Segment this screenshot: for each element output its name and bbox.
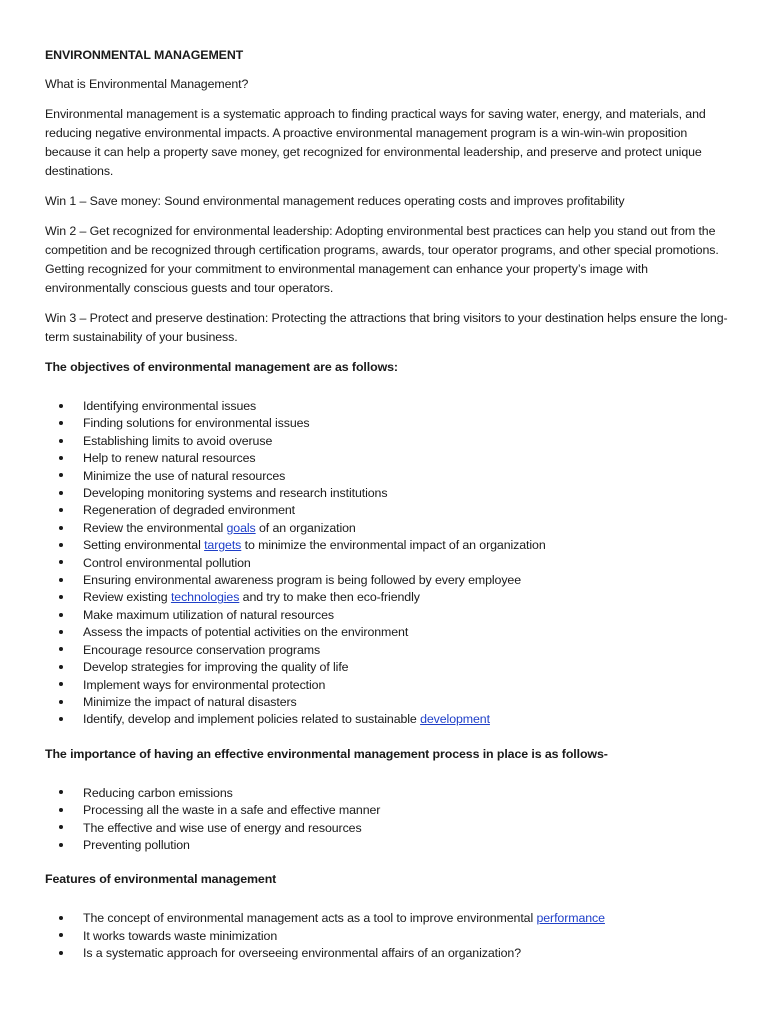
list-item [45,837,728,854]
bullet-icon [58,928,64,945]
importance-heading: The importance of having an effective environmental management process in place is as follows- [45,746,608,761]
list-item [45,802,728,819]
list-item [45,659,728,676]
list-item [45,572,728,589]
list-item [45,537,728,554]
technologies-link[interactable]: technologies [170,590,240,605]
list-item [45,415,728,432]
list-item-text: Ensuring environmental awareness program is being followed by every employee [83,573,522,588]
intro-paragraph: Environmental management is a systematic approach to finding practical ways for saving water, energy, and materials, and reducing negative environmental impacts. A proactive environmental management program is a win-win-win proposition because it can help a property save money, get recognized for environmental leadership, and preserve and protect unique destinations. [45,107,706,178]
bullet-icon [58,837,64,854]
list-item [45,624,728,641]
development-link[interactable]: development [420,712,490,727]
bullet-icon [58,785,64,802]
bullet-icon [58,711,64,728]
bullet-icon [58,820,64,837]
bullet-icon [58,589,64,606]
objectives-heading: The objectives of environmental management are as follows: [45,360,398,374]
document-title: ENVIRONMENTAL MANAGEMENT [45,48,244,62]
bullet-icon [58,468,64,485]
list-item-text: Identifying environmental issues [83,399,257,413]
list-item-text-before: Review the environmental [83,520,227,535]
list-item-text: Help to renew natural resources [83,451,256,466]
list-item-text-before: The concept of environmental management acts as a tool to improve environmental [83,911,537,926]
list-item [45,433,728,450]
list-item [45,928,728,945]
list-item-text: Processing all the waste in a safe and effective manner [83,803,381,818]
bullet-icon [58,502,64,519]
list-item-text: Establishing limits to avoid overuse [83,433,273,448]
bullet-icon [58,537,64,554]
list-item [45,711,728,728]
performance-link[interactable]: performance [536,911,605,926]
bullet-icon [58,945,64,962]
bullet-icon [58,555,64,572]
list-item-text: Assess the impacts of potential activities on the environment [83,625,409,640]
features-heading: Features of environmental management [45,872,277,887]
list-item-text: Finding solutions for environmental issues [83,416,310,431]
bullet-icon [58,520,64,537]
list-item [45,589,728,606]
list-item-text-before: Review existing [83,590,171,605]
list-item [45,785,728,802]
list-item-text-after: and try to make then eco-friendly [239,590,420,605]
list-item [45,945,728,962]
bullet-icon [58,607,64,624]
list-item [45,502,728,519]
win3-paragraph: Win 3 – Protect and preserve destination: Protecting the attractions that bring visitors to your destination helps ensure the long-term sustainability of your business. [45,311,728,344]
list-item-text-before: Identify, develop and implement policies related to sustainable [83,712,421,727]
bullet-icon [58,694,64,711]
list-item [45,677,728,694]
win2-paragraph: Win 2 – Get recognized for environmental leadership: Adopting environmental best practices can help you stand out from the competition and be recognized through certification programs, awards, tour operator programs, and other special promotions. Getting recognized for your commitment to environmental management can enhance your property’s image with environmentally conscious guests and tour operators. [45,224,719,295]
list-item [45,607,728,624]
list-item-text: Develop strategies for improving the quality of life [83,660,349,675]
list-item-text: Is a systematic approach for overseeing environmental affairs of an organization? [83,946,521,961]
list-item-text: Make maximum utilization of natural resources [83,607,334,622]
bullet-icon [58,624,64,641]
bullet-icon [58,485,64,502]
list-item [45,468,728,485]
list-item-text: Developing monitoring systems and research institutions [83,486,388,501]
bullet-icon [58,398,64,415]
list-item [45,910,728,927]
list-item-text: It works towards waste minimization [83,928,278,943]
list-item [45,485,728,502]
list-item [45,450,728,467]
list-item-text: Preventing pollution [83,837,190,852]
list-item [45,555,728,572]
bullet-icon [58,572,64,589]
objectives-list [45,398,728,729]
list-item-text: Regeneration of degraded environment [83,503,296,518]
list-item [45,520,728,537]
list-item [45,398,728,415]
bullet-icon [58,659,64,676]
bullet-icon [58,415,64,432]
bullet-icon [58,802,64,819]
bullet-icon [58,677,64,694]
importance-list [45,785,728,855]
bullet-icon [58,642,64,659]
list-item [45,642,728,659]
section-question: What is Environmental Management? [45,77,249,91]
list-item-text: Reducing carbon emissions [83,785,233,800]
targets-link[interactable]: targets [204,538,242,553]
list-item-text: Minimize the use of natural resources [83,468,286,483]
list-item-text: Encourage resource conservation programs [83,642,321,657]
list-item-text: Control environmental pollution [83,555,251,570]
list-item-text: The effective and wise use of energy and resources [83,820,362,835]
list-item-text: Implement ways for environmental protection [83,677,326,692]
bullet-icon [58,433,64,450]
bullet-icon [58,450,64,467]
features-list [45,910,728,962]
list-item [45,694,728,711]
goals-link[interactable]: goals [226,520,256,535]
list-item-text: Minimize the impact of natural disasters [83,694,297,709]
bullet-icon [58,910,64,927]
list-item-text-before: Setting environmental [83,538,205,553]
list-item [45,820,728,837]
list-item-text-after: to minimize the environmental impact of an organization [241,538,546,553]
win1-paragraph: Win 1 – Save money: Sound environmental management reduces operating costs and improves profitability [45,194,625,208]
list-item-text-after: of an organization [255,520,356,535]
